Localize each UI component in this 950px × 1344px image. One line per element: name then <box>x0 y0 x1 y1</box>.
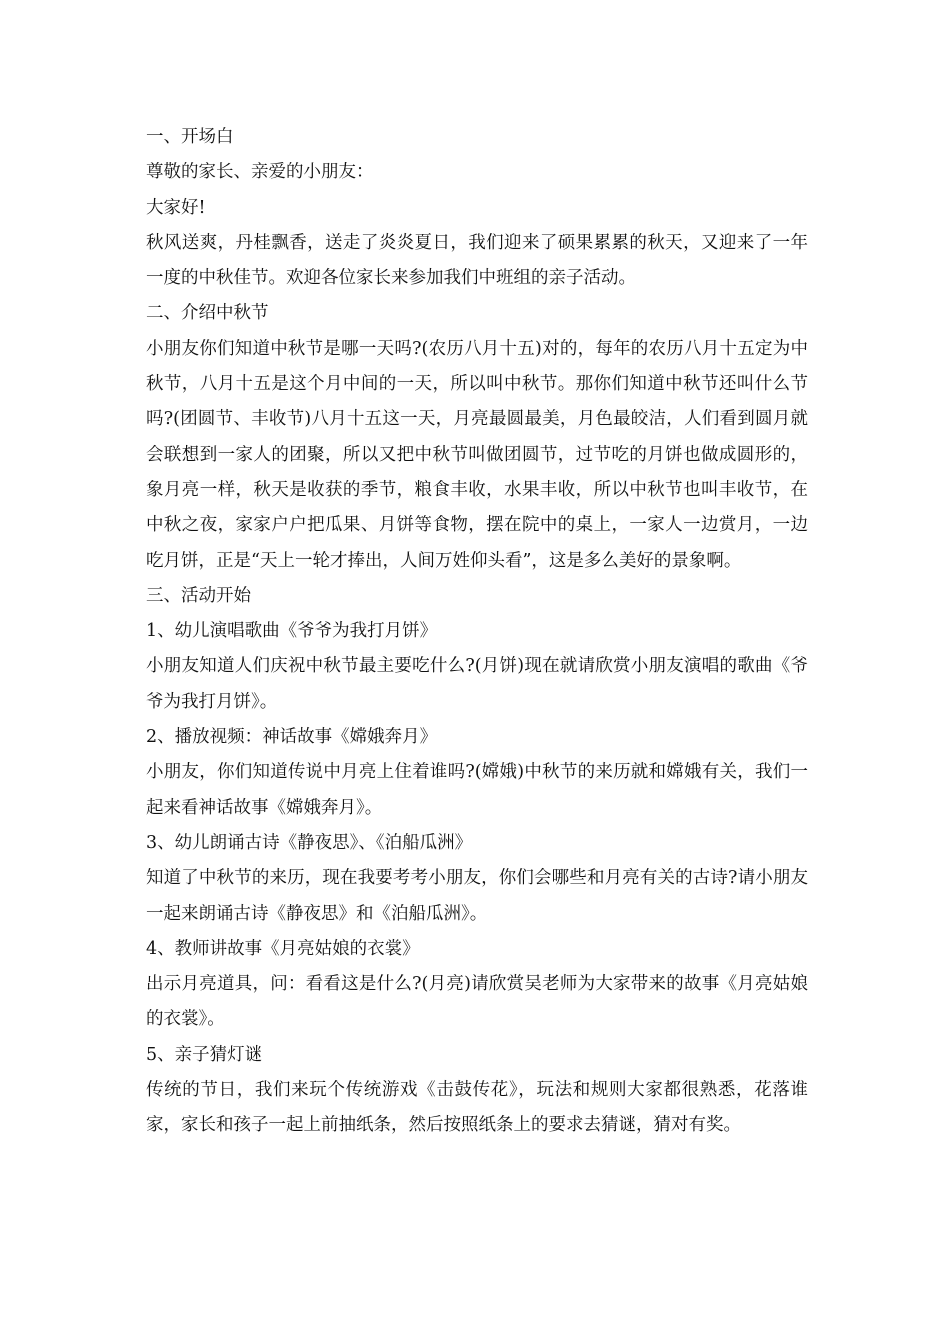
activity-2-body: 小朋友，你们知道传说中月亮上住着谁吗?(嫦娥)中秋节的来历就和嫦娥有关，我们一起来看神话故事《嫦娥奔月》。 <box>146 762 808 818</box>
opening-paragraph: 秋风送爽，丹桂飘香，送走了炎炎夏日，我们迎来了硕果累累的秋天，又迎来了一年一度的中秋佳节。欢迎各位家长来参加我们中班组的亲子活动。 <box>146 232 808 289</box>
section-heading-introduction: 二、介绍中秋节 <box>146 303 269 324</box>
activity-2-title: 2、播放视频：神话故事《嫦娥奔月》 <box>146 727 438 748</box>
activity-3-body: 知道了中秋节的来历，现在我要考考小朋友，你们会哪些和月亮有关的古诗?请小朋友一起来朗诵古诗《静夜思》和《泊船瓜洲》。 <box>146 868 808 924</box>
activity-1-title: 1、幼儿演唱歌曲《爷爷为我打月饼》 <box>146 621 438 642</box>
hello-line: 大家好! <box>146 197 206 218</box>
activity-4-body: 出示月亮道具，问：看看这是什么?(月亮)请欣赏吴老师为大家带来的故事《月亮姑娘的衣裳》。 <box>146 974 808 1030</box>
activity-3-title: 3、幼儿朗诵古诗《静夜思》、《泊船瓜洲》 <box>146 832 473 853</box>
activity-1-body: 小朋友知道人们庆祝中秋节最主要吃什么?(月饼)现在就请欣赏小朋友演唱的歌曲《爷爷为我打月饼》。 <box>146 656 808 712</box>
introduction-paragraph: 小朋友你们知道中秋节是哪一天吗?(农历八月十五)对的，每年的农历八月十五定为中秋节，八月十五是这个月中间的一天，所以叫中秋节。那你们知道中秋节还叫什么节吗?(团圆节、丰收节)八月十五这一天，月亮最圆最美，月色最皎洁，人们看到圆月就会联想到一家人的团聚，所以又把中秋节叫做团圆节，过节吃的月饼也做成圆形的，象月亮一样，秋天是收获的季节，粮食丰收，水果丰收，所以中秋节也叫丰收节，在中秋之夜，家家户户把瓜果、月饼等食物，摆在院中的桌上，一家人一边赏月，一边吃月饼，正是“天上一轮才捧出，人间万姓仰头看”，这是多么美好的景象啊。 <box>146 338 808 571</box>
greeting-line: 尊敬的家长、亲爱的小朋友： <box>146 162 374 183</box>
activity-5-body: 传统的节日，我们来玩个传统游戏《击鼓传花》，玩法和规则大家都很熟悉，花落谁家，家长和孩子一起上前抽纸条，然后按照纸条上的要求去猜谜，猜对有奖。 <box>146 1080 808 1136</box>
activity-4-title: 4、教师讲故事《月亮姑娘的衣裳》 <box>146 938 420 959</box>
section-heading-opening: 一、开场白 <box>146 127 234 147</box>
section-heading-activities: 三、活动开始 <box>146 585 251 606</box>
document-body <box>146 120 808 1144</box>
activity-5-title: 5、亲子猜灯谜 <box>146 1044 263 1065</box>
